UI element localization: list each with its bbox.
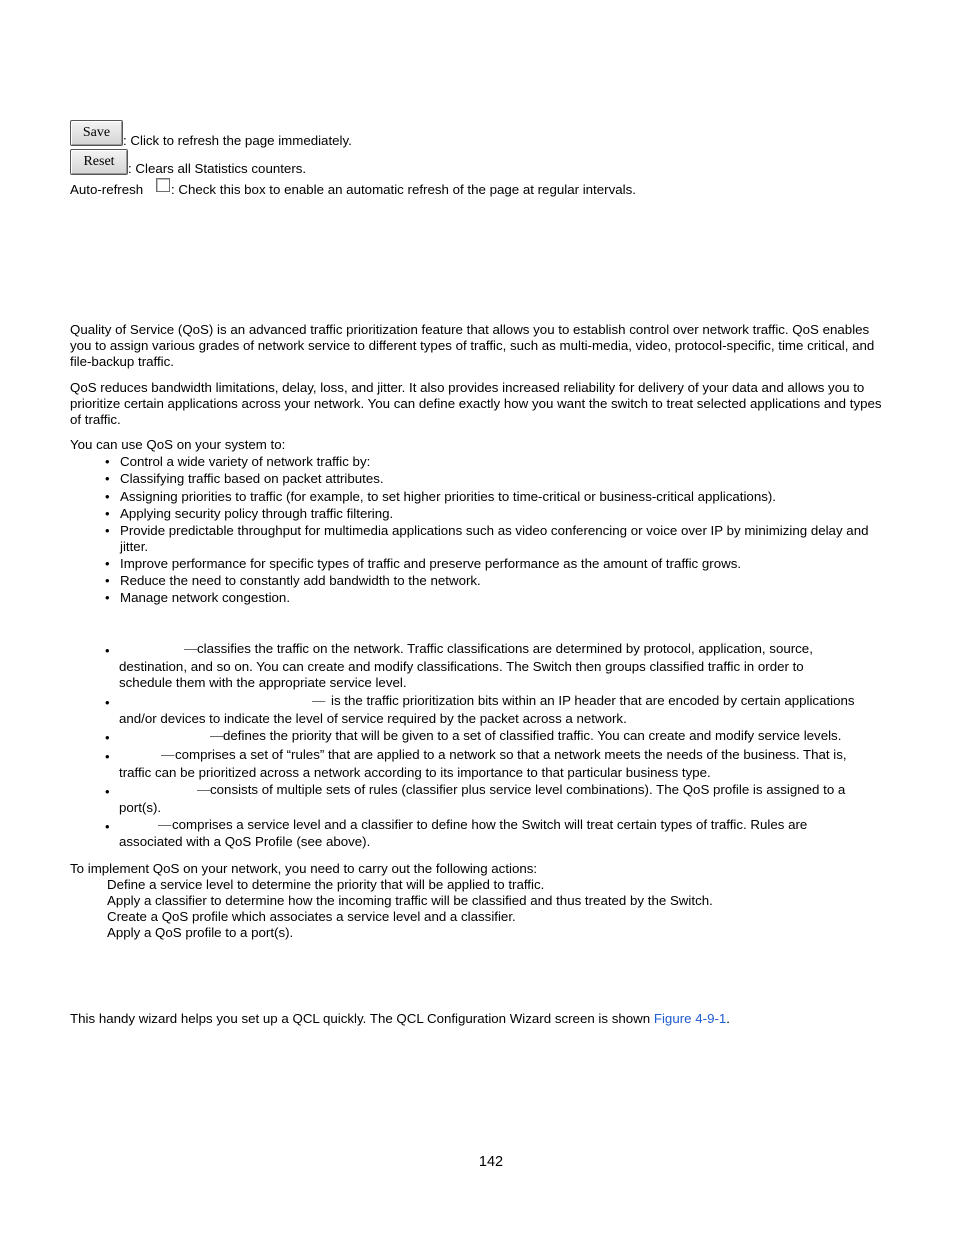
bullet-marker: • [105, 730, 110, 745]
term-definition-continued: destination, and so on. You can create and modify classifications. The Switch then groups classified traffic in order to schedule them with the appropriate service level. [119, 659, 804, 690]
term-dash: — [312, 693, 326, 708]
intro-paragraph-1: Quality of Service (QoS) is an advanced traffic prioritization feature that allows you to establish control over network traffic. QoS enables you to assign various grades of network service to different types of traffic, such as multi-media, video, protocol-specific, time critical, and file-backup traffic. [70, 322, 875, 369]
wizard-text: This handy wizard helps you set up a QCL quickly. The QCL Configuration Wizard screen is shown [70, 1011, 654, 1026]
wizard-text-end: . [726, 1011, 730, 1026]
list-item: Apply a QoS profile to a port(s). [107, 925, 294, 940]
list-item: Applying security policy through traffic filtering. [120, 506, 394, 521]
bullet-marker: • [105, 506, 110, 521]
reset-description: : Clears all Statistics counters. [128, 161, 307, 176]
list-item: Control a wide variety of network traffic by: [120, 454, 371, 469]
term-dash: — [210, 728, 224, 743]
term-definition: consists of multiple sets of rules (classifier plus service level combinations). The QoS profile is assigned to a [210, 782, 846, 797]
bullet-marker: • [105, 784, 110, 799]
term-definition: classifies the traffic on the network. Traffic classifications are determined by protocol, application, source, [197, 641, 813, 656]
list-item: Apply a classifier to determine how the incoming traffic will be classified and thus treated by the Switch. [107, 893, 713, 908]
term-dash: — [197, 782, 211, 797]
list-item: Improve performance for specific types of traffic and preserve performance as the amount of traffic grows. [120, 556, 742, 571]
term-dash: — [161, 747, 175, 762]
bullet-marker: • [105, 573, 110, 588]
implement-lead: To implement QoS on your network, you need to carry out the following actions: [70, 861, 538, 876]
list-item: Manage network congestion. [120, 590, 291, 605]
list-item: Create a QoS profile which associates a service level and a classifier. [107, 909, 516, 924]
list-item: Classifying traffic based on packet attributes. [120, 471, 384, 486]
auto-refresh-checkbox[interactable] [156, 178, 170, 192]
list-item: Define a service level to determine the priority that will be applied to traffic. [107, 877, 545, 892]
bullet-marker: • [105, 489, 110, 504]
save-description: : Click to refresh the page immediately. [123, 133, 352, 148]
term-definition: comprises a set of “rules” that are applied to a network so that a network meets the needs of the business. That is, [175, 747, 847, 762]
bullet-marker: • [105, 590, 110, 605]
reset-button[interactable]: Reset [70, 149, 128, 175]
term-definition: comprises a service level and a classifier to define how the Switch will treat certain types of traffic. Rules are [172, 817, 808, 832]
uses-lead: You can use QoS on your system to: [70, 437, 286, 452]
intro-paragraph-2: QoS reduces bandwidth limitations, delay, loss, and jitter. It also provides increased reliability for delivery of your data and allows you to prioritize certain applications across your network. You can define exactly how you want the switch to treat selected applications and types of traffic. [70, 380, 882, 427]
term-definition-continued: port(s). [119, 800, 162, 815]
list-item: Assigning priorities to traffic (for example, to set higher priorities to time-critical or business-critical applications). [120, 489, 776, 504]
wizard-paragraph [70, 1011, 890, 1027]
bullet-marker: • [105, 749, 110, 764]
list-item: Provide predictable throughput for multimedia applications such as video conferencing or voice over IP by minimizing delay and jitter. [120, 523, 869, 554]
auto-refresh-description: : Check this box to enable an automatic refresh of the page at regular intervals. [171, 182, 636, 197]
figure-link[interactable]: Figure 4-9-1 [653, 1011, 727, 1026]
term-definition-continued: traffic can be prioritized across a network according to its importance to that particular business type. [119, 765, 711, 780]
list-item: Reduce the need to constantly add bandwidth to the network. [120, 573, 481, 588]
page-number: 142 [478, 1154, 504, 1170]
term-definition: is the traffic prioritization bits within an IP header that are encoded by certain applications [331, 693, 855, 708]
term-definition: defines the priority that will be given to a set of classified traffic. You can create and modify service levels. [223, 728, 842, 743]
term-definition-continued: and/or devices to indicate the level of service required by the packet across a network. [119, 711, 627, 726]
term-dash: — [184, 641, 198, 656]
save-button[interactable]: Save [70, 120, 123, 146]
bullet-marker: • [105, 523, 110, 538]
bullet-marker: • [105, 556, 110, 571]
bullet-marker: • [105, 643, 110, 658]
bullet-marker: • [105, 454, 110, 469]
bullet-marker: • [105, 819, 110, 834]
term-definition-continued: associated with a QoS Profile (see above). [119, 834, 371, 849]
bullet-marker: • [105, 695, 110, 710]
term-dash: — [158, 817, 172, 832]
auto-refresh-label: Auto-refresh [70, 182, 144, 197]
bullet-marker: • [105, 471, 110, 486]
